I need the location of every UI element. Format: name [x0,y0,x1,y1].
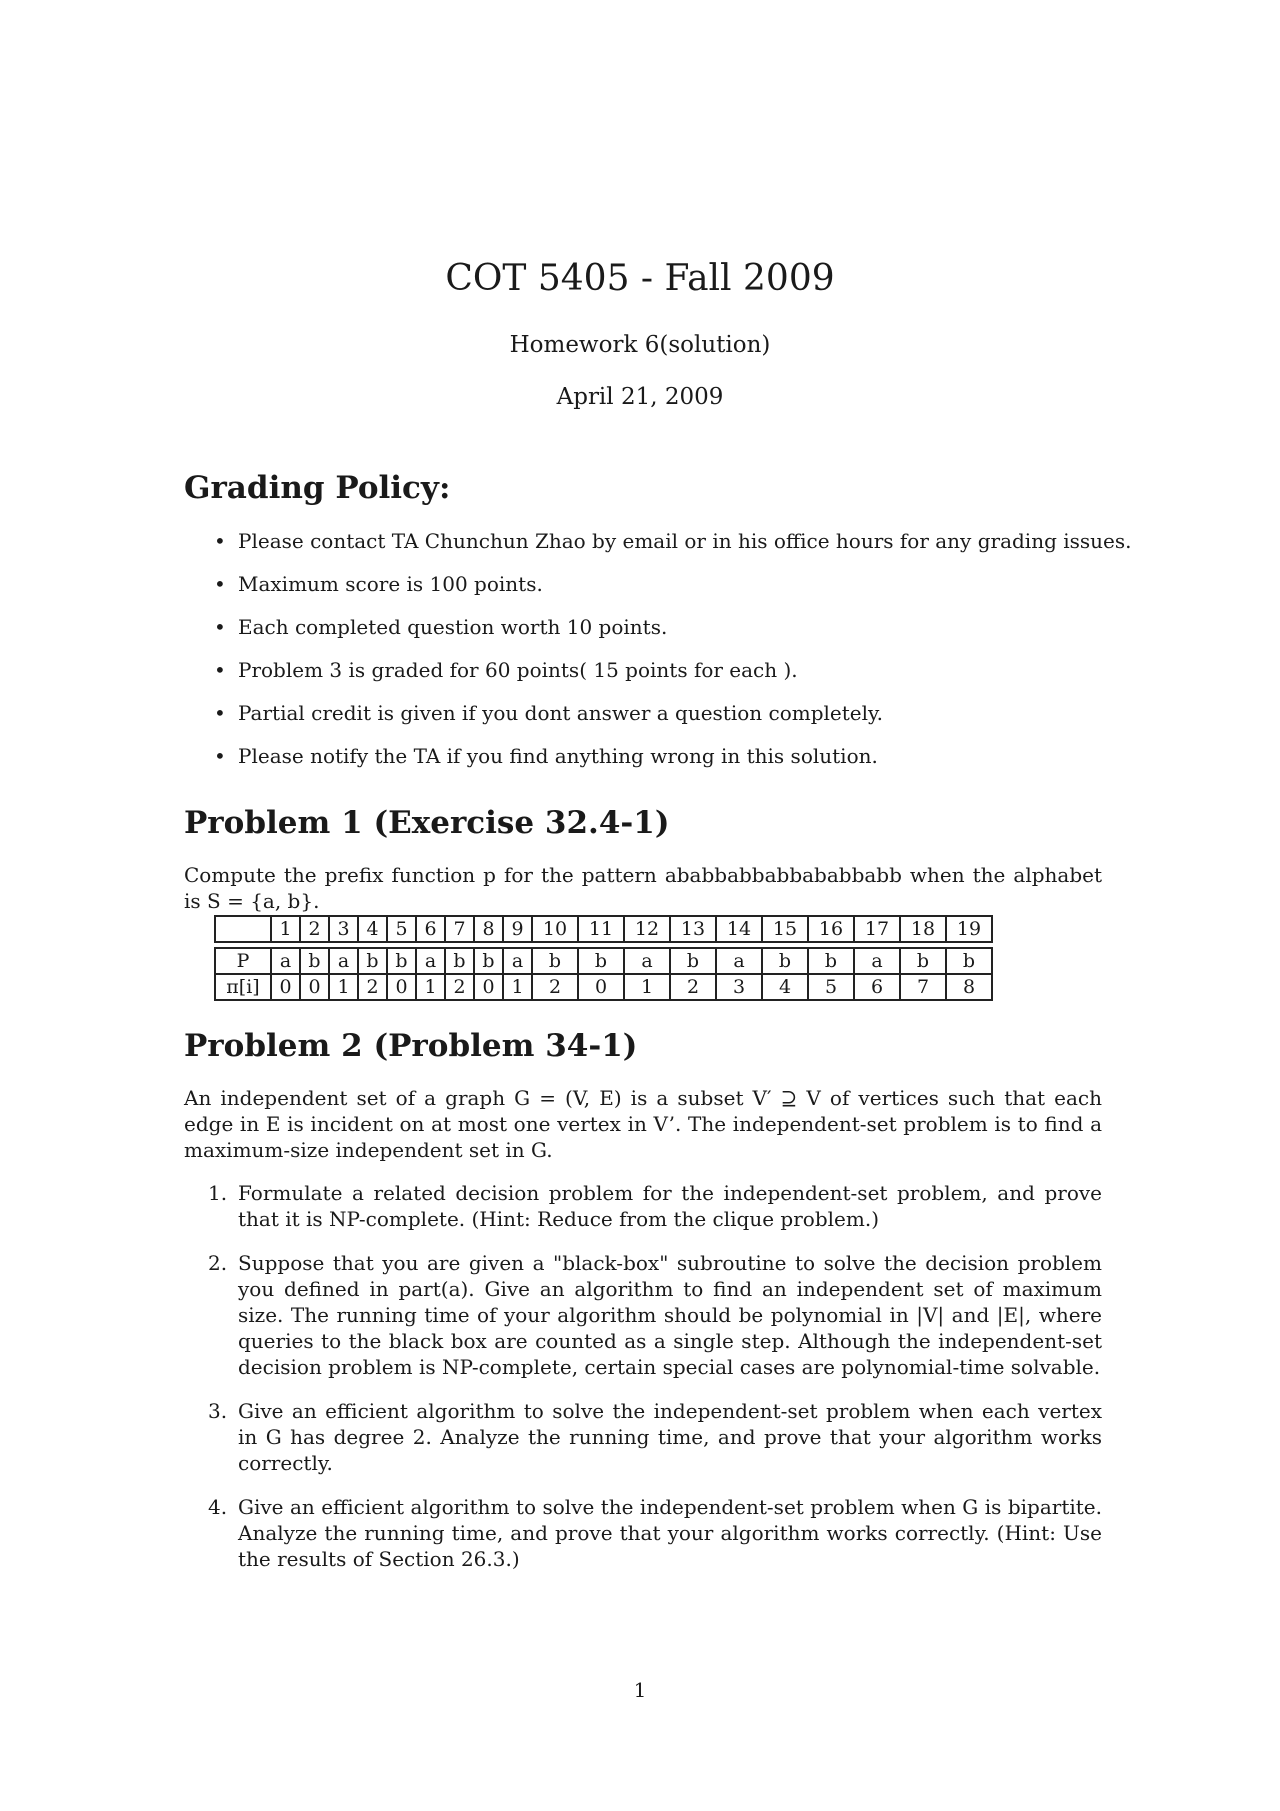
table-cell: 5 [808,974,854,1000]
table-cell: b [900,948,946,974]
table-cell: 1 [271,916,300,942]
document-subtitle: Homework 6(solution) [509,332,771,358]
problem-1-text: Compute the prefix function p for the pattern ababbabbabbababbabb when the alphabet is S = {a, b}. [184,863,1102,913]
table-cell: 17 [854,916,900,942]
table-cell: b [358,948,387,974]
list-item: 3. Give an efficient algorithm to solve the independent-set problem when each vertex in G has degree 2. Analyze the running time, and prove that your algorithm works correctly. [208,1399,1102,1475]
table-cell: a [716,948,762,974]
table-cell: b [445,948,474,974]
table-cell: 0 [387,974,416,1000]
list-item: • Partial credit is given if you dont answer a question completely. [214,701,884,725]
table-cell: 6 [416,916,445,942]
table-cell: 1 [624,974,670,1000]
table-cell: 1 [329,974,358,1000]
bullet-icon: • [214,701,226,725]
document-date: April 21, 2009 [556,384,724,410]
table-cell: 11 [578,916,624,942]
document-title: COT 5405 - Fall 2009 [445,258,835,299]
pi-row [215,974,992,1000]
table-cell: b [532,948,578,974]
problem-2-heading: Problem 2 (Problem 34-1) [184,1028,638,1064]
list-item: • Please contact TA Chunchun Zhao by email or in his office hours for any grading issues. [214,529,1132,553]
table-cell: b [578,948,624,974]
table-cell: 1 [503,974,532,1000]
table-cell: 0 [300,974,329,1000]
table-cell: 8 [474,916,503,942]
table-cell: 7 [445,916,474,942]
table-cell: 14 [716,916,762,942]
table-cell: 2 [300,916,329,942]
table-cell: a [416,948,445,974]
table-cell: b [762,948,808,974]
table-cell: b [670,948,716,974]
table-cell: 5 [387,916,416,942]
table-cell: b [946,948,992,974]
pattern-row [215,948,992,974]
table-cell: b [474,948,503,974]
bullet-icon: • [214,529,226,553]
table-cell: 19 [946,916,992,942]
grading-policy-heading: Grading Policy: [184,470,451,506]
list-item: 2. Suppose that you are given a "black-box" subroutine to solve the decision problem you defined in part(a). Give an algorithm to find an independent set of maximum size. The running time of your algorithm should be polynomial in |V| and |E|, where queries to the black box are counted as a single step. Although the independent-set decision problem is NP-complete, certain special cases are polynomial-time solvable. [208,1251,1102,1379]
list-item: • Please notify the TA if you find anything wrong in this solution. [214,744,878,768]
bullet-icon: • [214,572,226,596]
table-cell: 7 [900,974,946,1000]
table-cell: 8 [946,974,992,1000]
grading-policy-list [210,528,1132,786]
bullet-icon: • [214,615,226,639]
problem-2-parts [206,1180,1102,1590]
table-cell: 9 [503,916,532,942]
problem-2-text: An independent set of a graph G = (V, E) is a subset V′ ⊇ V of vertices such that each edge in E is incident on at most one vertex in V’. The independent-set problem is to find a maximum-size independent set in G. [184,1086,1102,1162]
table-cell: 18 [900,916,946,942]
table-cell: 4 [762,974,808,1000]
table-cell: 3 [329,916,358,942]
table-cell: 2 [532,974,578,1000]
pi-label: π[i] [215,974,271,1000]
table-cell: 2 [358,974,387,1000]
table-cell: b [300,948,329,974]
table-cell: 1 [416,974,445,1000]
table-cell: a [329,948,358,974]
table-corner [215,916,271,942]
list-item: • Each completed question worth 10 points. [214,615,668,639]
table-cell: 0 [474,974,503,1000]
list-item: 4. Give an efficient algorithm to solve the independent-set problem when G is bipartite. Analyze the running time, and prove that your algorithm works correctly. (Hint: Use the results of Section 26.3.) [208,1495,1102,1571]
table-cell: 0 [271,974,300,1000]
table-cell: a [503,948,532,974]
problem-1-heading: Problem 1 (Exercise 32.4-1) [184,805,670,841]
table-cell: a [854,948,900,974]
table-cell: 0 [578,974,624,1000]
table-cell: 6 [854,974,900,1000]
index-row [215,916,992,942]
table-cell: b [808,948,854,974]
table-cell: 15 [762,916,808,942]
bullet-icon: • [214,744,226,768]
table-cell: 13 [670,916,716,942]
table-cell: a [624,948,670,974]
table-cell: 16 [808,916,854,942]
table-cell: 10 [532,916,578,942]
bullet-icon: • [214,658,226,682]
prefix-function-table [214,915,993,1001]
list-item: • Problem 3 is graded for 60 points( 15 points for each ). [214,658,798,682]
table-cell: 2 [445,974,474,1000]
table-cell: 3 [716,974,762,1000]
table-cell: 2 [670,974,716,1000]
table-cell: 12 [624,916,670,942]
page-number: 1 [633,1678,647,1702]
table-cell: a [271,948,300,974]
table-cell: b [387,948,416,974]
pattern-label: P [215,948,271,974]
table-cell: 4 [358,916,387,942]
list-item: 1. Formulate a related decision problem for the independent-set problem, and prove that it is NP-complete. (Hint: Reduce from the clique problem.) [208,1181,1102,1231]
list-item: • Maximum score is 100 points. [214,572,543,596]
